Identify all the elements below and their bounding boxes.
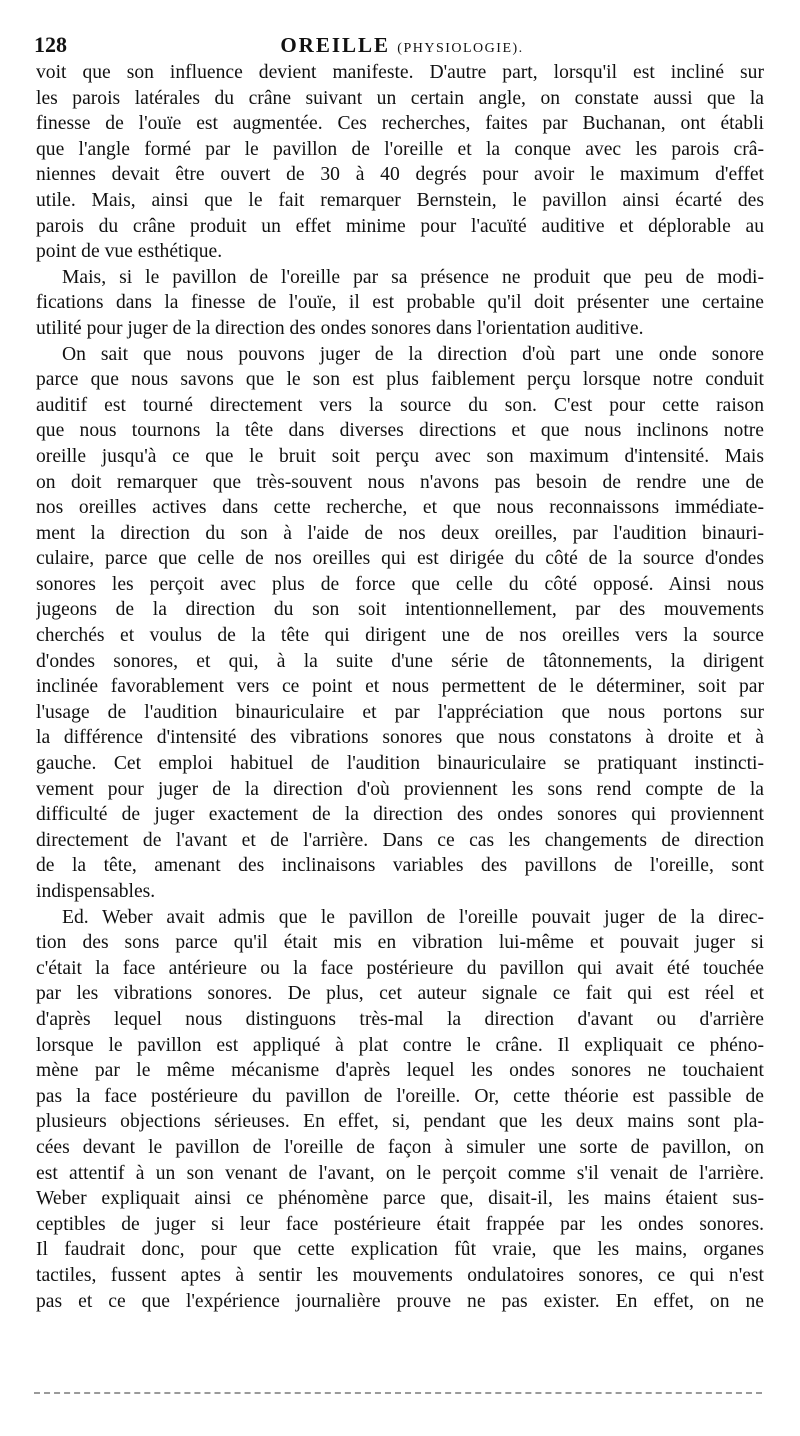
running-head	[34, 30, 770, 60]
text-line: par les vibrations sonores. De plus, cet auteur signale ce fait qui est réel et	[36, 983, 764, 1005]
text-line: cherchés et voulus de la tête qui dirigent une de nos oreilles vers la source	[36, 625, 764, 647]
bottom-rule	[34, 1392, 762, 1394]
paragraph-end-line: point de vue esthétique.	[36, 241, 223, 263]
running-title-main: OREILLE	[280, 33, 391, 57]
text-line: niennes devait être ouvert de 30 à 40 degrés pour avoir le maximum d'effet	[36, 164, 764, 186]
running-title	[34, 30, 770, 64]
text-line: voit que son influence devient manifeste. D'autre part, lorsqu'il est incliné sur	[36, 62, 764, 83]
text-line: inclinée favorablement vers ce point et nous permettent de le déterminer, soit par	[36, 676, 764, 698]
text-line: fications dans la finesse de l'ouïe, il est probable qu'il doit présenter une certaine	[36, 292, 764, 314]
text-line: sonores les perçoit avec plus de force que celle du côté opposé. Ainsi nous	[36, 573, 764, 595]
text-line: d'ondes sonores, et qui, à la suite d'une série de tâtonnements, la dirigent	[36, 650, 764, 672]
paragraph-start-line: On sait que nous pouvons juger de la direction d'où part une onde sonore	[62, 343, 764, 365]
text-line: tion des sons parce qu'il était mis en vibration lui-même et pouvait juger si	[36, 932, 764, 954]
page-number: 128	[34, 32, 67, 57]
text-line: difficulté de juger exactement de la direction des ondes sonores qui proviennent	[36, 804, 764, 826]
text-line: pas et ce que l'expérience journalière prouve ne pas exister. En effet, on ne	[36, 1290, 764, 1312]
running-title-subtitle: (PHYSIOLOGIE).	[397, 41, 524, 56]
text-line: les parois latérales du crâne suivant un certain angle, on constate aussi que la	[36, 87, 764, 109]
text-line: c'était la face antérieure ou la face postérieure du pavillon qui avait été touchée	[36, 957, 764, 979]
paragraph-end-line: utilité pour juger de la direction des ondes sonores dans l'orientation auditive.	[36, 317, 644, 339]
text-line: parce que nous savons que le son est plus faiblement perçu lorsque notre conduit	[36, 369, 764, 391]
text-line: ment la direction du son à l'aide de nos deux oreilles, par l'audition binauri-	[36, 522, 764, 544]
text-line: tactiles, fussent aptes à sentir les mouvements ondulatoires sonores, ce qui n'est	[36, 1264, 764, 1286]
text-line: jugeons de la direction du son soit intentionnellement, par des mouvements	[36, 599, 764, 621]
text-line: de la tête, amenant des inclinaisons variables des pavillons de l'oreille, sont	[36, 855, 764, 877]
text-line: vement pour juger de la direction d'où proviennent les sons rend compte de la	[36, 778, 764, 800]
text-line: parois du crâne produit un effet minime pour l'acuïté auditive et déplorable au	[36, 215, 764, 237]
text-line	[36, 1314, 764, 1340]
text-line: d'après lequel nous distinguons très-mal la direction d'avant ou d'arrière	[36, 1008, 764, 1030]
text-line: l'usage de l'audition binauriculaire et par l'appréciation que nous portons sur	[36, 701, 764, 723]
paragraph-start-line: Ed. Weber avait admis que le pavillon de l'oreille pouvait juger de la direc-	[62, 906, 764, 928]
text-line: que nous tournons la tête dans diverses directions et que nous inclinons notre	[36, 420, 764, 442]
body-text	[36, 60, 764, 1380]
text-line: utile. Mais, ainsi que le fait remarquer Bernstein, le pavillon ainsi écarté des	[36, 189, 764, 211]
text-line: cées devant le pavillon de l'oreille de façon à simuler une sorte de pavillon, on	[36, 1136, 764, 1158]
text-line: que l'angle formé par le pavillon de l'oreille et la conque avec les parois crâ-	[36, 138, 764, 160]
text-line: on doit remarquer que très-souvent nous n'avons pas besoin de rendre une de	[36, 471, 764, 493]
text-line: directement de l'avant et de l'arrière. Dans ce cas les changements de direction	[36, 829, 764, 851]
text-line: ceptibles de juger si leur face postérieure était frappée par les ondes sonores.	[36, 1213, 764, 1235]
text-line: plusieurs objections sérieuses. En effet, si, pendant que les deux mains sont pla-	[36, 1111, 764, 1133]
text-line: oreille jusqu'à ce que le bruit soit perçu avec son maximum d'intensité. Mais	[36, 445, 764, 467]
text-line: auditif est tourné directement vers la source du son. C'est pour cette raison	[36, 394, 764, 416]
text-line: la différence d'intensité des vibrations sonores que nous constatons à droite et à	[36, 727, 764, 749]
paragraph-start-line: Mais, si le pavillon de l'oreille par sa présence ne produit que peu de modi-	[62, 266, 764, 288]
text-line: est attentif à un son venant de l'avant, on le perçoit comme s'il venait de l'arrière.	[36, 1162, 764, 1184]
text-line: culaire, parce que celle de nos oreilles qui est dirigée du côté de la source d'ondes	[36, 548, 764, 570]
text-line: gauche. Cet emploi habituel de l'audition binauriculaire se pratiquant instincti-	[36, 753, 764, 775]
text-line: pas la face postérieure du pavillon de l'oreille. Or, cette théorie est passible de	[36, 1085, 764, 1107]
paragraph-end-line: indispensables.	[36, 881, 156, 902]
text-line: Il faudrait donc, pour que cette explication fût vraie, que les mains, organes	[36, 1239, 764, 1261]
text-line: mène par le même mécanisme d'après lequel les ondes sonores ne touchaient	[36, 1060, 764, 1082]
text-line: finesse de l'ouïe est augmentée. Ces recherches, faites par Buchanan, ont établi	[36, 113, 764, 135]
text-line: lorsque le pavillon est appliqué à plat contre le crâne. Il expliquait ce phéno-	[36, 1034, 764, 1056]
text-line: nos oreilles actives dans cette recherche, et que nous reconnaissons immédiate-	[36, 497, 764, 519]
text-line: Weber expliquait ainsi ce phénomène parce que, disait-il, les mains étaient sus-	[36, 1188, 764, 1210]
